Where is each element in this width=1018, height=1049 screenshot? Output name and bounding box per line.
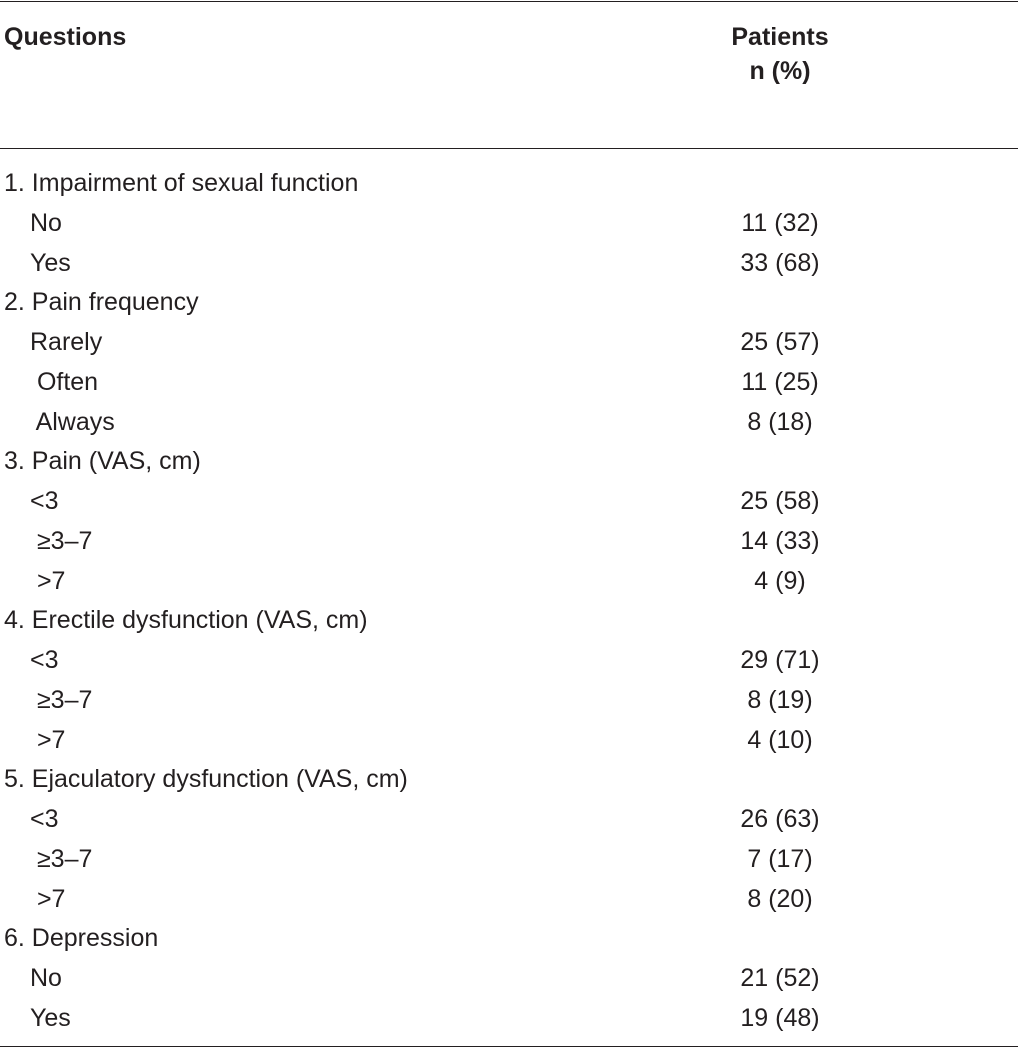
answer-row	[0, 681, 1018, 721]
patients-value: 4 (9)	[754, 566, 806, 595]
question-row	[0, 760, 1018, 800]
answer-row	[0, 363, 1018, 403]
answer-label: Rarely	[30, 328, 103, 356]
question-label: 3. Pain (VAS, cm)	[4, 447, 201, 476]
patients-value: 8 (19)	[747, 685, 813, 714]
patients-value: 7 (17)	[747, 844, 813, 873]
question-row	[0, 442, 1018, 482]
answer-row	[0, 880, 1018, 920]
answer-label: Yes	[30, 248, 71, 277]
table-body	[0, 164, 1018, 1039]
answer-label: <3	[30, 487, 59, 515]
answer-row	[0, 800, 1018, 840]
answer-label: No	[30, 208, 62, 237]
header-patients-unit: n (%)	[749, 57, 811, 85]
patients-value: 25 (58)	[740, 487, 820, 515]
header-patients-label: Patients	[731, 23, 829, 51]
question-row	[0, 283, 1018, 323]
answer-label: >7	[30, 884, 66, 913]
table-bottom-rule	[0, 1046, 1018, 1047]
answer-label: ≥3–7	[30, 844, 93, 873]
table-header-rule	[0, 148, 1018, 149]
patients-value: 11 (25)	[741, 367, 819, 396]
answer-row	[0, 999, 1018, 1039]
answer-label: >7	[30, 725, 66, 754]
answer-label: ≥3–7	[30, 685, 93, 714]
answer-label: <3	[30, 805, 59, 833]
answer-label: No	[30, 964, 62, 992]
question-label: 4. Erectile dysfunction (VAS, cm)	[4, 606, 368, 635]
answer-label: Yes	[30, 1003, 71, 1032]
answer-row	[0, 562, 1018, 602]
answer-row	[0, 204, 1018, 244]
answer-row	[0, 482, 1018, 522]
answer-row	[0, 522, 1018, 562]
patients-value: 4 (10)	[747, 725, 813, 754]
question-row	[0, 919, 1018, 959]
answer-row	[0, 244, 1018, 284]
patients-value: 8 (20)	[747, 884, 813, 913]
question-label: 1. Impairment of sexual function	[4, 169, 359, 197]
answer-row	[0, 721, 1018, 761]
answer-row	[0, 403, 1018, 443]
answer-row	[0, 959, 1018, 999]
patients-value: 11 (32)	[741, 208, 819, 237]
answer-row	[0, 323, 1018, 363]
answer-label: ≥3–7	[30, 526, 93, 555]
patients-value: 33 (68)	[740, 248, 820, 277]
answer-label: >7	[30, 566, 66, 595]
patients-value: 26 (63)	[740, 805, 820, 833]
answer-row	[0, 641, 1018, 681]
answer-row	[0, 840, 1018, 880]
patients-value: 21 (52)	[740, 964, 820, 992]
header-patients	[700, 20, 860, 88]
question-row	[0, 164, 1018, 204]
question-label: 2. Pain frequency	[4, 288, 199, 317]
patients-value: 19 (48)	[740, 1003, 820, 1032]
answer-label: <3	[30, 646, 59, 674]
question-label: 5. Ejaculatory dysfunction (VAS, cm)	[4, 765, 408, 794]
question-label: 6. Depression	[4, 924, 159, 953]
answer-label: Always	[30, 407, 115, 436]
patients-value: 29 (71)	[740, 646, 820, 674]
question-row	[0, 601, 1018, 641]
table-top-rule	[0, 1, 1018, 2]
patients-value: 25 (57)	[740, 328, 820, 356]
answer-label: Often	[30, 367, 99, 396]
table-header	[0, 20, 1018, 140]
patients-value: 8 (18)	[747, 407, 813, 436]
patients-value: 14 (33)	[740, 526, 820, 555]
header-questions: Questions	[4, 23, 127, 51]
